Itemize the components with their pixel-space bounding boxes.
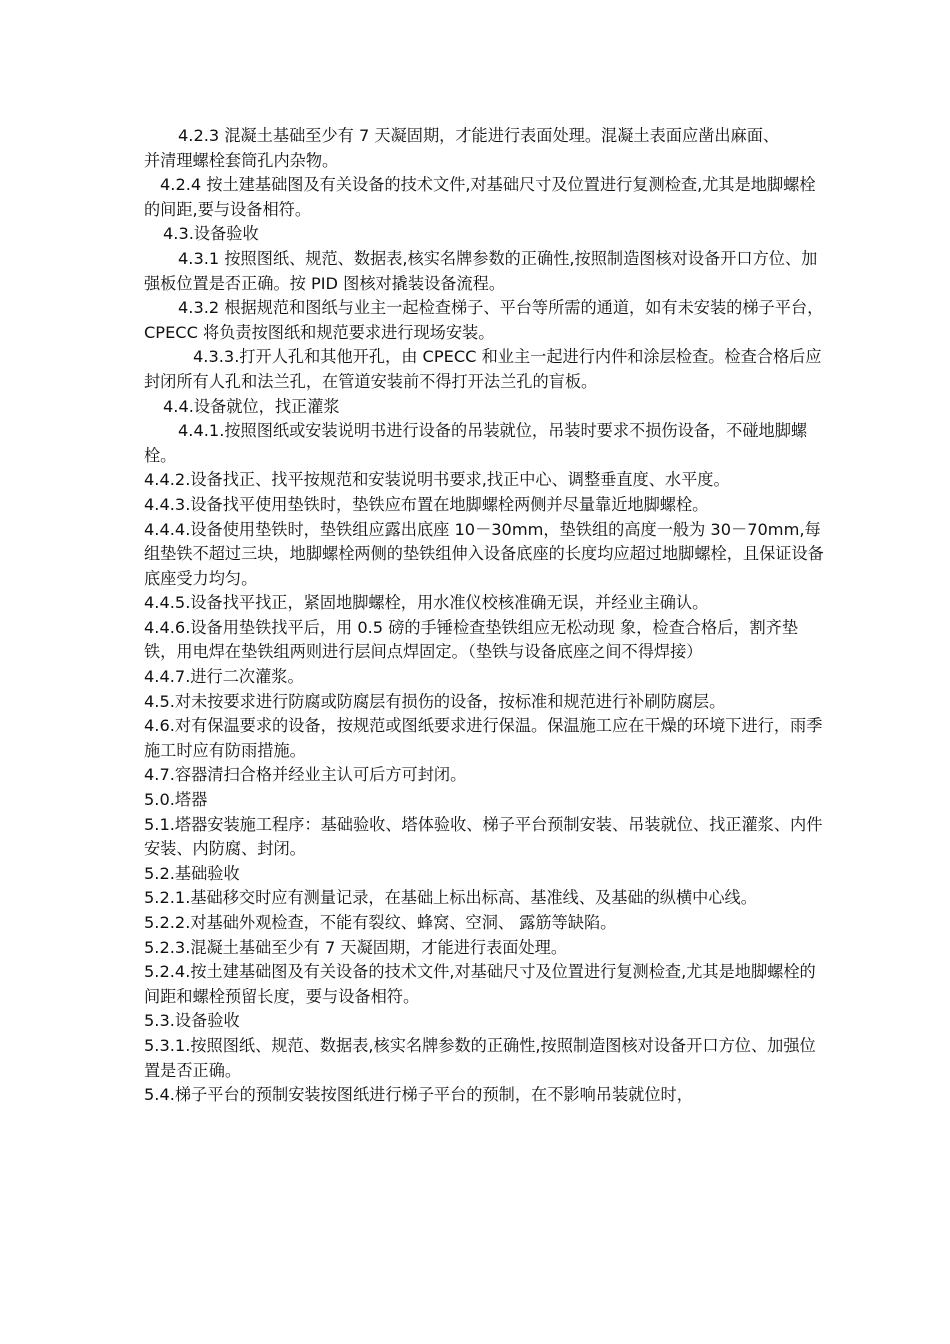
paragraph: 5.2.3.混凝土基础至少有 7 天凝固期，才能进行表面处理。 bbox=[144, 937, 568, 957]
paragraph: 4.4.1.按照图纸或安装说明书进行设备的吊装就位，吊装时要求不损伤设备，不碰地脚螺栓。 bbox=[144, 421, 808, 465]
paragraph: 5.2.4.按土建基础图及有关设备的技术文件,对基础尺寸及位置进行复测检查,尤其是地脚螺栓的间距和螺栓预留长度，要与设备相符。 bbox=[144, 962, 816, 1006]
paragraph: 4.3.设备验收 bbox=[163, 224, 259, 244]
document-body bbox=[144, 124, 841, 1108]
paragraph: 4.4.3.设备找平使用垫铁时，垫铁应布置在地脚螺栓两侧并尽量靠近地脚螺栓。 bbox=[144, 494, 709, 514]
paragraph: 4.4.4.设备使用垫铁时，垫铁组应露出底座 10－30mm，垫铁组的高度一般为 30－70mm,每组垫铁不超过三块，地脚螺栓两侧的垫铁组伸入设备底座的长度均应超过地脚螺栓，且保证设备底座受力均匀。 bbox=[144, 519, 824, 588]
paragraph: 4.3.3.打开人孔和其他开孔，由 CPECC 和业主一起进行内件和涂层检查。检查合格后应封闭所有人孔和法兰孔，在管道安装前不得打开法兰孔的盲板。 bbox=[144, 347, 822, 391]
paragraph: 5.4.梯子平台的预制安装按图纸进行梯子平台的预制，在不影响吊装就位时， bbox=[144, 1085, 693, 1105]
paragraph: 4.3.2 根据规范和图纸与业主一起检查梯子、平台等所需的通道，如有未安装的梯子平台，CPECC 将负责按图纸和规范要求进行现场安装。 bbox=[144, 298, 824, 342]
paragraph: 4.2.4 按土建基础图及有关设备的技术文件,对基础尺寸及位置进行复测检查,尤其是地脚螺栓的间距,要与设备相符。 bbox=[144, 175, 816, 219]
paragraph: 4.4.5.设备找平找正，紧固地脚螺栓，用水准仪校核准确无误，并经业主确认。 bbox=[144, 593, 709, 613]
paragraph: 4.5.对未按要求进行防腐或防腐层有损伤的设备，按标准和规范进行补刷防腐层。 bbox=[144, 691, 726, 711]
paragraph: 5.2.1.基础移交时应有测量记录，在基础上标出标高、基准线、及基础的纵横中心线。 bbox=[144, 888, 757, 908]
paragraph: 4.6.对有保温要求的设备，按规范或图纸要求进行保温。保温施工应在干燥的环境下进行，雨季施工时应有防雨措施。 bbox=[144, 716, 823, 760]
paragraph: 4.4.7.进行二次灌浆。 bbox=[144, 667, 304, 687]
paragraph: 5.2.2.对基础外观检查，不能有裂纹、蜂窝、空洞、 露筋等缺陷。 bbox=[144, 913, 617, 932]
paragraph: 4.3.1 按照图纸、规范、数据表,核实名牌参数的正确性,按照制造图核对设备开口方位、加强板位置是否正确。按 PID 图核对撬装设备流程。 bbox=[144, 248, 818, 293]
paragraph: 4.4.2.设备找正、找平按规范和安装说明书要求,找正中心、调整垂直度、水平度。 bbox=[144, 470, 730, 490]
paragraph: 5.1.塔器安装施工程序：基础验收、塔体验收、梯子平台预制安装、吊装就位、找正灌浆、内件安装、内防腐、封闭。 bbox=[144, 814, 823, 859]
paragraph: 5.3.1.按照图纸、规范、数据表,核实名牌参数的正确性,按照制造图核对设备开口方位、加强位置是否正确。 bbox=[144, 1035, 816, 1080]
paragraph: 5.3.设备验收 bbox=[144, 1011, 240, 1031]
paragraph: 4.4.6.设备用垫铁找平后，用 0.5 磅的手锤检查垫铁组应无松动现 象，检查合格后，割齐垫铁，用电焊在垫铁组两则进行层间点焊固定。（垫铁与设备底座之间不得焊接） bbox=[144, 617, 799, 662]
paragraph: 5.2.基础验收 bbox=[144, 863, 240, 883]
paragraph: 4.7.容器清扫合格并经业主认可后方可封闭。 bbox=[144, 765, 467, 785]
paragraph: 4.2.3 混凝土基础至少有 7 天凝固期，才能进行表面处理。混凝土表面应凿出麻面、 并清理螺栓套筒孔内杂物。 bbox=[144, 126, 841, 170]
paragraph: 4.4.设备就位，找正灌浆 bbox=[163, 396, 340, 416]
paragraph: 5.0.塔器 bbox=[144, 790, 208, 810]
